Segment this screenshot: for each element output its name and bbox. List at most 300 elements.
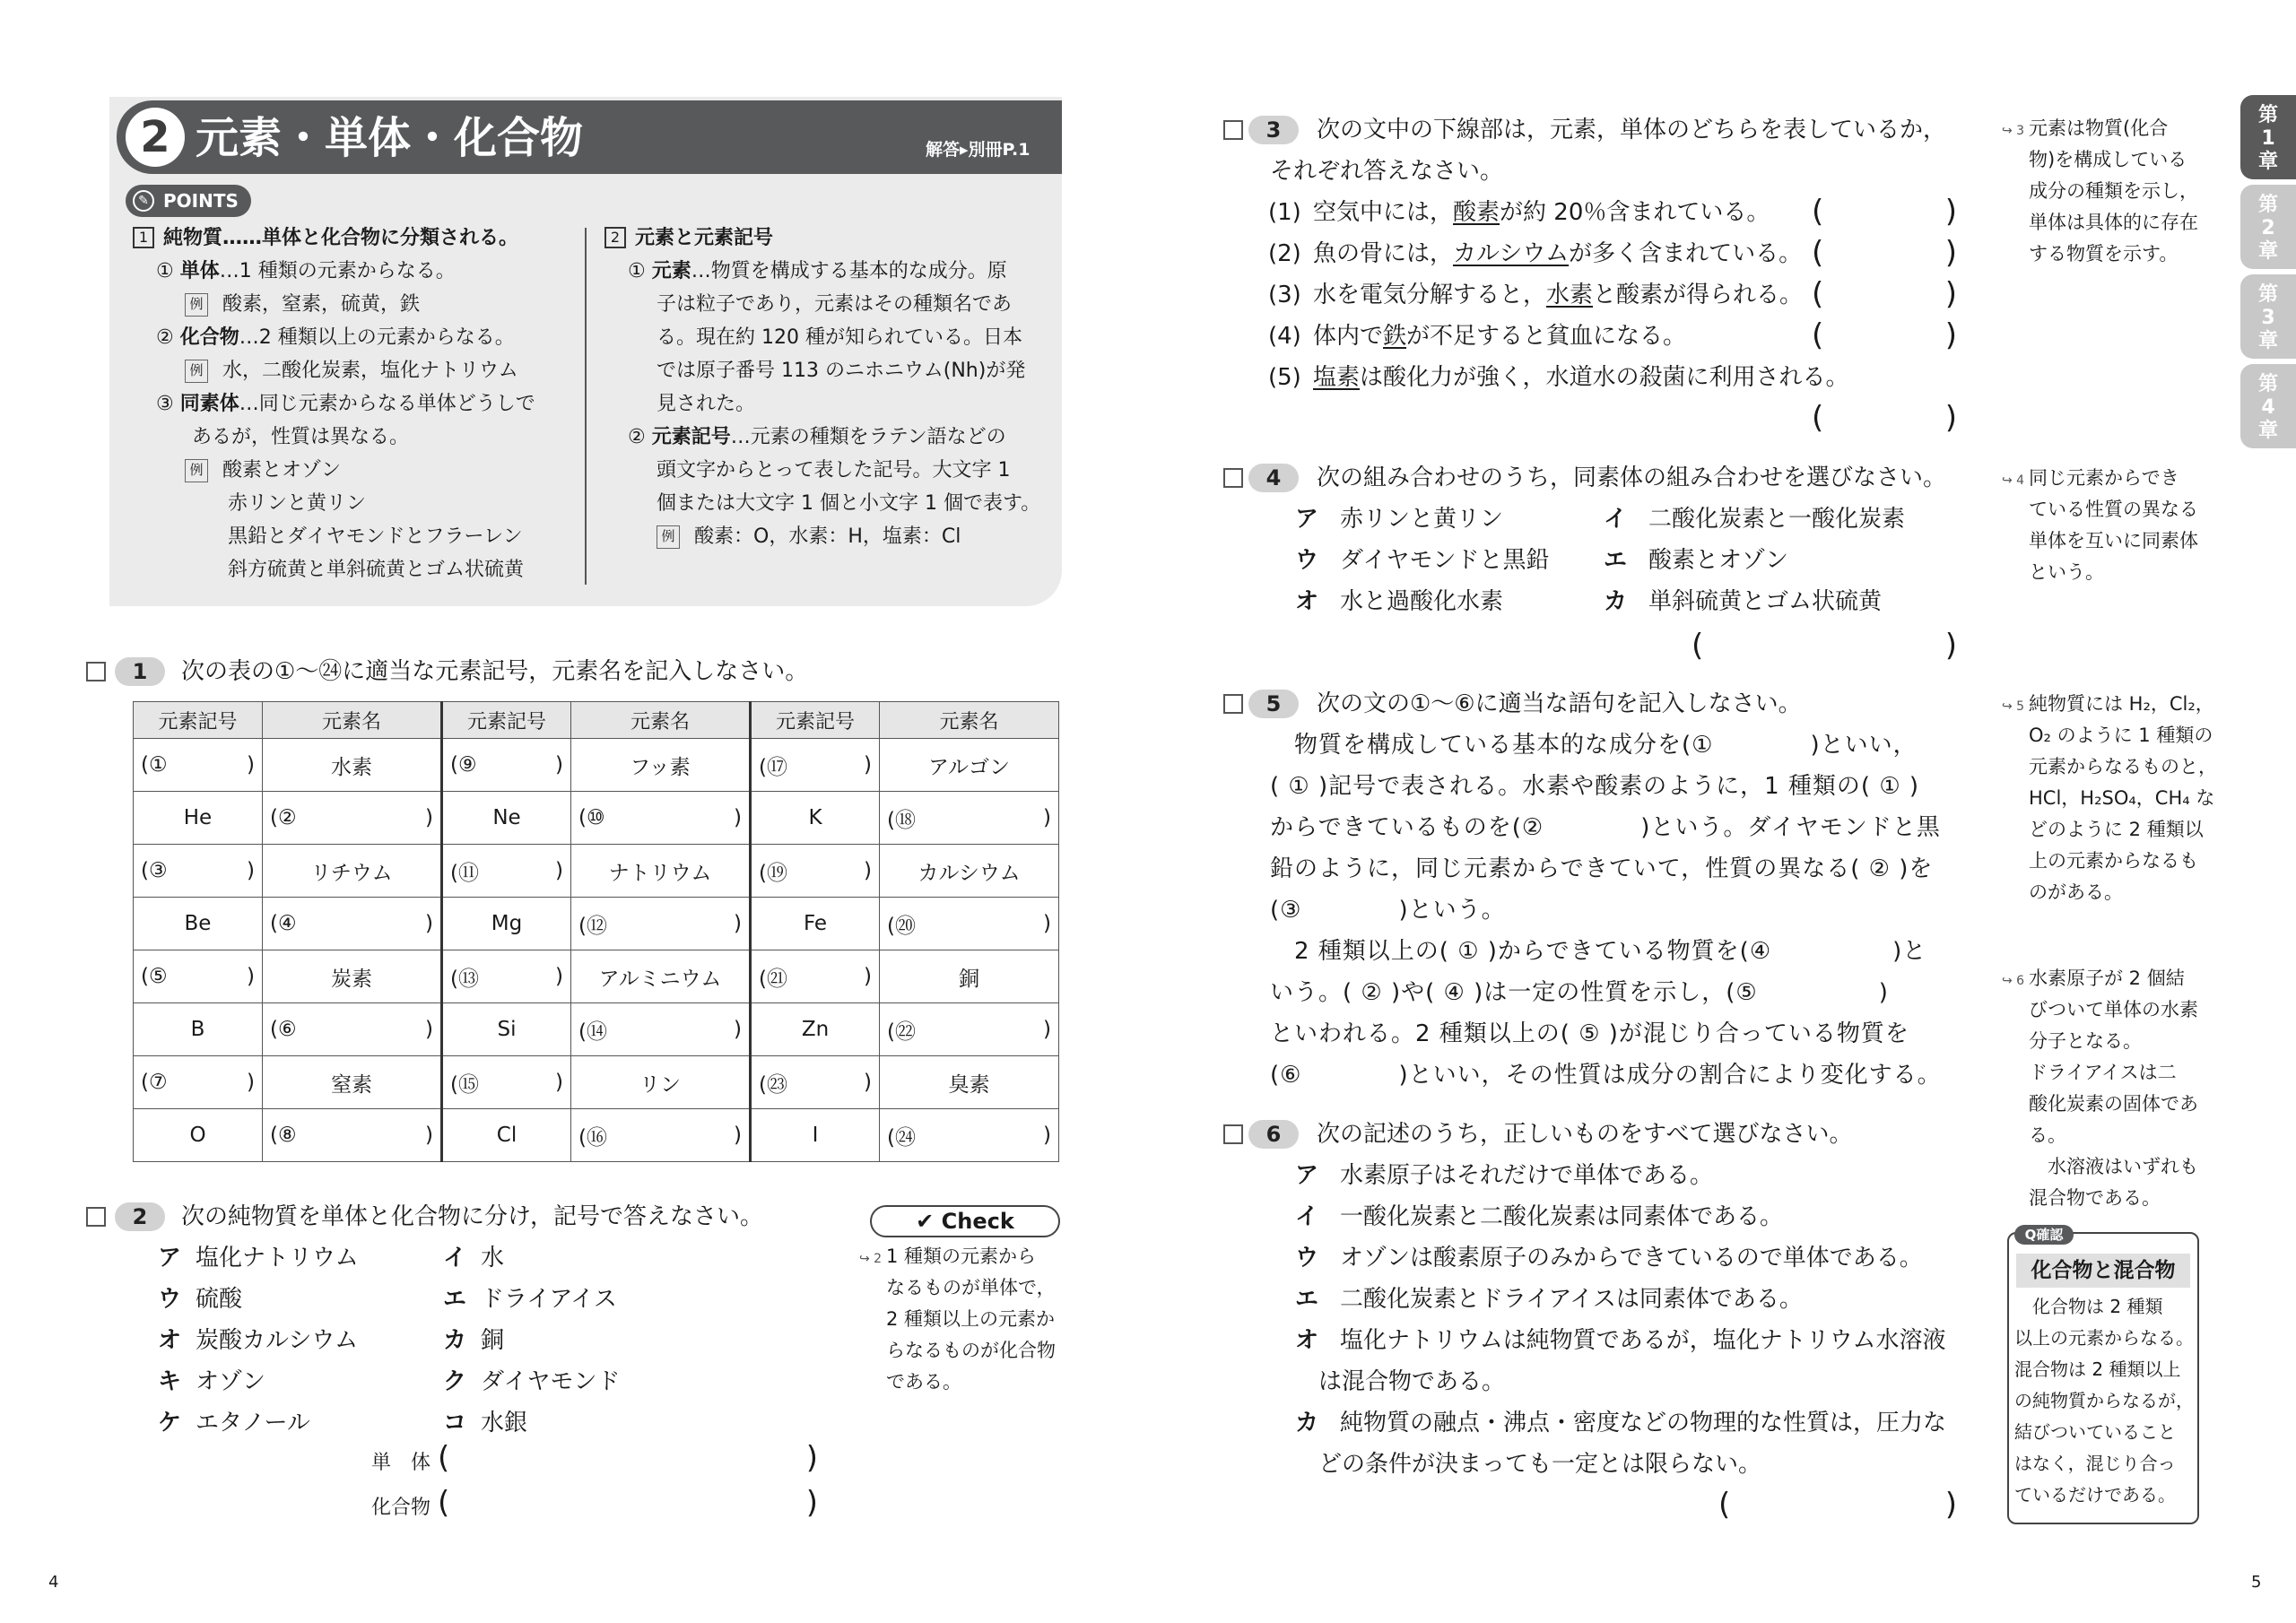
confirm-title: 化合物と混合物 [2016, 1254, 2190, 1288]
q2-answer-element[interactable]: ( ) [438, 1440, 818, 1476]
points-left-text: 酸素とオゾン [222, 459, 342, 482]
points-right-line [628, 256, 1007, 288]
q2-option-letter: ア [158, 1245, 182, 1271]
q2-note-text: 2 種類以上の元素か [886, 1308, 1056, 1330]
q4-note-text: という。 [2029, 561, 2104, 583]
table-answer-cell[interactable] [263, 1109, 442, 1162]
table-answer-cell[interactable] [571, 898, 751, 950]
table-cell: アルミニウム [571, 950, 751, 1003]
q5-number: 5 [1248, 690, 1299, 718]
answer-reference: 解答▸別冊P.1 [926, 140, 1031, 160]
answer-blank[interactable] [759, 962, 872, 992]
answer-blank-label: (⑧ [270, 1124, 297, 1147]
q2-note-line [859, 1241, 1036, 1274]
q5-note-2-line [2002, 1026, 2142, 1056]
answer-blank-close: ) [247, 859, 255, 882]
table-answer-cell[interactable] [571, 1109, 751, 1162]
table-answer-cell[interactable] [880, 1003, 1059, 1056]
q2-option-letter: ク [443, 1368, 467, 1395]
paren-close: ) [1944, 194, 1957, 230]
q3-item-text: と酸素が得られる。 [1593, 282, 1804, 308]
points-right-text: 酸素：O，水素：H，塩素：Cl [694, 525, 961, 548]
q6-answer[interactable]: ( ) [1718, 1487, 1957, 1523]
answer-blank[interactable] [887, 803, 1051, 833]
q4-note-line [2002, 557, 2104, 587]
q4-option-text: 単斜硫黄とゴム状硫黄 [1648, 588, 1883, 615]
answer-blank[interactable] [759, 1068, 872, 1098]
q5-note-1-text: O₂ のように 1 種類の [2029, 725, 2213, 746]
answer-blank-label: (⑯ [578, 1125, 607, 1150]
q6-option-text: 塩化ナトリウムは純物質であるが，塩化ナトリウム水溶液 [1340, 1327, 1946, 1354]
chapter-tab-char: 第 [2257, 194, 2278, 216]
q5-line: 物質を構成している基本的な成分を(① )といい， [1270, 732, 1918, 759]
q5-note-2-line [2002, 1183, 2161, 1213]
q3-item [1268, 197, 1770, 228]
q3-item-number: (2) [1268, 240, 1301, 267]
table-row [134, 792, 1059, 845]
q3-note-line [2002, 144, 2187, 175]
element-table [133, 701, 1059, 1162]
q2-option-letter: コ [443, 1410, 467, 1436]
q3-item-text: は酸化力が強く，水道水の殺菌に利用される。 [1360, 364, 1849, 391]
q2-option-text: ダイヤモンド [481, 1368, 621, 1395]
q5-note-2-line [2002, 1120, 2066, 1150]
q5-line: 2 種類以上の( ① )からできている物質を(④ )と [1270, 938, 1927, 965]
confirm-line: の純物質からなるが， [2014, 1390, 2194, 1411]
answer-blank-label: (㉔ [887, 1125, 916, 1150]
answer-blank[interactable] [450, 856, 563, 886]
points-right-text: …物質を構成する基本的な成分。原 [691, 260, 1007, 282]
q5-note-1-line [2002, 846, 2198, 876]
page-number-right: 5 [2251, 1573, 2262, 1592]
answer-blank-close: ) [555, 965, 563, 988]
points-right-text: …元素の種類をラテン語などの [730, 426, 1006, 448]
points-left-text: 黒鉛とダイヤモンドとフラーレン [228, 525, 523, 548]
paren-open: ( [1812, 400, 1824, 436]
table-answer-cell[interactable] [134, 1056, 263, 1109]
q6-option-text: オゾンは酸素原子のみからできているので単体である。 [1340, 1245, 1923, 1271]
points-right-line [657, 322, 1022, 354]
table-cell: K [751, 792, 880, 845]
q2-option [443, 1408, 527, 1438]
q4-option-letter: カ [1604, 588, 1628, 615]
table-row [134, 898, 1059, 950]
answer-blank-close: ) [734, 806, 742, 829]
answer-blank[interactable] [887, 909, 1051, 939]
points-left-text: …2 種類以上の元素からなる。 [239, 326, 515, 349]
table-row [134, 1003, 1059, 1056]
q5-note-1-text: HCl，H₂SO₄，CH₄ な [2029, 787, 2215, 809]
q2-option-text: エタノール [196, 1410, 310, 1436]
q2-option-text: 銅 [481, 1327, 505, 1354]
q6-option [1295, 1243, 1923, 1273]
confirm-tag: Q確認 [2014, 1225, 2074, 1245]
q3-note-arrow-icon: ↪ 3 [2002, 124, 2025, 138]
q2-option [443, 1367, 620, 1397]
chapter-tab-char: 章 [2257, 330, 2278, 352]
q3-prompt-line1: 次の文中の下線部は，元素，単体のどちらを表しているか， [1317, 117, 1947, 143]
answer-blank-label: (⑬ [450, 967, 479, 991]
answer-blank[interactable] [450, 753, 563, 777]
table-cell: リン [571, 1056, 751, 1109]
table-answer-cell[interactable] [571, 792, 751, 845]
q4-option [1295, 586, 1503, 617]
answer-blank-close: ) [1043, 912, 1051, 935]
q5-note-1-text: どのように 2 種類以 [2029, 819, 2204, 840]
answer-blank-label: (⑪ [450, 861, 479, 885]
confirm-line: ているだけである。 [2014, 1484, 2176, 1506]
table-cell: 窒素 [263, 1056, 442, 1109]
q2-option-text: オゾン [196, 1368, 266, 1395]
q5-checkbox[interactable] [1223, 694, 1243, 714]
points-right-term: 元素記号 [651, 426, 731, 448]
answer-blank-label: (㉒ [887, 1020, 916, 1044]
q4-option-letter: ア [1295, 506, 1319, 533]
table-answer-cell[interactable] [263, 898, 442, 950]
table-answer-cell[interactable] [751, 950, 880, 1003]
answer-blank-close: ) [1043, 806, 1051, 829]
chapter-tab-2[interactable] [2240, 185, 2296, 269]
table-cell: Zn [751, 1003, 880, 1056]
confirm-line: 混合物は 2 種類以上 [2014, 1358, 2181, 1380]
q5-line: (⑥ )といい，その性質は成分の割合により変化する。 [1270, 1062, 1942, 1089]
check-label: ✔ Check [870, 1205, 1060, 1237]
q5-note-1-line [2002, 814, 2204, 845]
q4-option-text: ダイヤモンドと黒鉛 [1340, 547, 1550, 574]
q2-option-letter: キ [158, 1368, 182, 1395]
answer-blank-label: (① [141, 753, 168, 777]
q6-option-letter: イ [1295, 1203, 1319, 1230]
q4-note-line [2002, 525, 2198, 556]
points-right-line [604, 222, 773, 255]
q2-option-text: 硫酸 [196, 1286, 243, 1313]
confirm-line: はなく，混じり合っ [2014, 1453, 2176, 1474]
table-cell: I [751, 1109, 880, 1162]
q5-note-2-arrow-icon: ↪ 6 [2002, 974, 2025, 988]
answer-blank[interactable] [270, 806, 433, 829]
table-answer-cell[interactable] [442, 950, 571, 1003]
points-left-line [228, 554, 524, 586]
answer-blank[interactable] [759, 856, 872, 886]
q3-answer[interactable] [1812, 317, 1957, 353]
chapter-tab-1[interactable] [2240, 95, 2296, 179]
points-left-item-number: ① [156, 260, 180, 282]
answer-blank[interactable] [270, 1124, 433, 1147]
chapter-tab-char: 章 [2257, 420, 2278, 442]
points-left-item-number: ② [156, 326, 180, 349]
answer-blank-close: ) [247, 753, 255, 777]
table-cell: Be [134, 898, 263, 950]
points-left-text: 赤リンと黄リン [228, 492, 367, 515]
confirm-line: 化合物は 2 種類 [2014, 1296, 2163, 1317]
q4-note-text: 同じ元素からでき [2029, 467, 2179, 489]
chapter-tab-char: 3 [2261, 307, 2275, 329]
q5-note-1-line [2002, 689, 2214, 722]
q3-item-text: が多く含まれている。 [1569, 240, 1803, 267]
q6-option [1295, 1325, 1945, 1356]
q4-note-arrow-icon: ↪ 4 [2002, 473, 2025, 488]
points-left-text: …同じ元素からなる単体どうしで [239, 393, 535, 415]
q2-option-text: 水銀 [481, 1410, 528, 1436]
q3-item [1268, 280, 1803, 310]
answer-blank-close: ) [555, 1071, 563, 1094]
q6-option [1295, 1202, 1783, 1232]
q4-option [1604, 545, 1788, 576]
points-left-line [156, 388, 535, 421]
points-left-example-mark: 例 [185, 459, 208, 482]
q2-answer-label-element: 単 体 [371, 1452, 431, 1474]
check-icon: ✔ [916, 1209, 935, 1234]
answer-blank[interactable] [270, 912, 433, 935]
points-left-line [156, 322, 515, 354]
q5-note-2-text: 水素原子が 2 個結 [2029, 968, 2185, 989]
answer-blank-label: (⑮ [450, 1072, 479, 1097]
q3-answer[interactable] [1812, 235, 1957, 271]
table-cell: アルゴン [880, 739, 1059, 792]
answer-blank-label: (⑨ [450, 753, 477, 777]
q6-option [1318, 1449, 1761, 1480]
q6-checkbox[interactable] [1223, 1124, 1243, 1144]
points-left-example-mark: 例 [185, 360, 208, 383]
q3-checkbox[interactable] [1223, 120, 1243, 140]
answer-blank[interactable] [450, 1068, 563, 1098]
q4-answer[interactable]: ( ) [1692, 628, 1957, 664]
q3-item-number: (4) [1268, 323, 1301, 350]
answer-blank[interactable] [270, 1018, 433, 1041]
q3-number: 3 [1248, 116, 1299, 144]
points-right-line [657, 289, 1012, 321]
answer-blank[interactable] [578, 806, 742, 829]
answer-blank-close: ) [555, 753, 563, 777]
q3-item-number: (3) [1268, 282, 1301, 308]
q4-number: 4 [1248, 464, 1299, 492]
chapter-tab-char: 1 [2261, 127, 2275, 150]
q3-item [1268, 321, 1686, 352]
answer-blank[interactable] [141, 859, 255, 882]
points-right-line [657, 488, 1040, 520]
q4-option-text: 二酸化炭素と一酸化炭素 [1648, 506, 1906, 533]
q4-option [1295, 545, 1549, 576]
table-answer-cell[interactable] [134, 739, 263, 792]
table-answer-cell[interactable] [442, 845, 571, 898]
points-left-text: …1 種類の元素からなる。 [219, 260, 456, 282]
table-cell: Si [442, 1003, 571, 1056]
q1-checkbox[interactable] [86, 662, 106, 681]
q6-option-text: どの条件が決まっても一定とは限らない。 [1318, 1451, 1762, 1478]
answer-blank[interactable] [578, 909, 742, 939]
answer-blank[interactable] [578, 1121, 742, 1150]
q3-underlined-term: 酸素 [1453, 199, 1500, 226]
table-row [134, 1109, 1059, 1162]
table-answer-cell[interactable] [263, 1003, 442, 1056]
table-cell: リチウム [263, 845, 442, 898]
section-title: 元素・単体・化合物 [196, 113, 584, 163]
chapter-tab-char: 章 [2257, 240, 2278, 263]
q3-item-number: (1) [1268, 199, 1301, 226]
q4-note-line [2002, 463, 2179, 496]
q5-note-1-line [2002, 877, 2123, 907]
q3-item-text: 体内で [1313, 323, 1384, 350]
paren-close: ) [1944, 400, 1957, 436]
q6-option-letter: ウ [1295, 1245, 1319, 1271]
answer-blank-label: (⑩ [578, 806, 605, 829]
q4-checkbox[interactable] [1223, 468, 1243, 488]
answer-blank-label: (⑰ [759, 755, 787, 779]
q2-option [158, 1325, 358, 1356]
table-row [134, 950, 1059, 1003]
points-right-text: 頭文字からとって表した記号。大文字 1 [657, 459, 1011, 482]
answer-blank-label: (⑥ [270, 1018, 297, 1041]
points-left-line [156, 256, 456, 288]
q4-option [1604, 504, 1905, 534]
q4-option-letter: エ [1604, 547, 1628, 574]
confirm-line: 結びついていること [2014, 1421, 2176, 1443]
answer-blank[interactable] [578, 1015, 742, 1045]
q3-note-text: する物質を示す。 [2029, 243, 2179, 265]
q4-option [1604, 586, 1882, 617]
table-cell: Fe [751, 898, 880, 950]
q2-answer-label-compound: 化合物 [371, 1497, 431, 1519]
q3-underlined-term: カルシウム [1453, 240, 1570, 267]
table-answer-cell[interactable] [442, 739, 571, 792]
points-left-text: 水，二酸化炭素，塩化ナトリウム [222, 360, 518, 382]
answer-blank[interactable] [141, 1071, 255, 1094]
table-header: 元素記号 [134, 702, 263, 739]
q4-note-text: ている性質の異なる [2029, 499, 2198, 520]
q2-note-line [859, 1367, 961, 1397]
points-left-line [192, 421, 409, 454]
points-left-line [228, 521, 523, 553]
q2-option [158, 1243, 359, 1273]
points-right-text: 見された。 [657, 393, 756, 415]
table-cell: He [134, 792, 263, 845]
table-answer-cell[interactable] [571, 1003, 751, 1056]
table-answer-cell[interactable] [751, 739, 880, 792]
q2-option-letter: イ [443, 1245, 467, 1271]
q2-note-text: らなるものが化合物 [886, 1340, 1056, 1361]
paren-open: ( [1812, 194, 1824, 230]
q6-option [1295, 1284, 1803, 1315]
page-number-left: 4 [48, 1573, 59, 1592]
q3-note-line [2002, 239, 2178, 269]
q2-note-text: である。 [886, 1371, 961, 1393]
table-answer-cell[interactable] [880, 1109, 1059, 1162]
q3-item-text: 水を電気分解すると， [1313, 282, 1547, 308]
table-header: 元素名 [571, 702, 751, 739]
q2-prompt: 次の純物質を単体と化合物に分け，記号で答えなさい。 [181, 1203, 763, 1230]
answer-blank-close: ) [864, 965, 872, 988]
table-answer-cell[interactable] [134, 845, 263, 898]
points-divider [585, 228, 587, 585]
answer-blank[interactable] [887, 1121, 1051, 1150]
table-answer-cell[interactable] [751, 845, 880, 898]
q2-note-text: なるものが単体で， [886, 1277, 1056, 1298]
q2-option-text: 水 [481, 1245, 505, 1271]
chapter-tab-char: 第 [2257, 104, 2278, 126]
q3-answer[interactable] [1812, 400, 1957, 436]
q5-note-1-arrow-icon: ↪ 5 [2002, 699, 2025, 714]
q5-note-2-text: 混合物である。 [2029, 1187, 2161, 1209]
paren-open: ( [1812, 235, 1824, 271]
answer-blank[interactable] [141, 753, 255, 777]
q6-option-text: は混合物である。 [1318, 1368, 1506, 1395]
q6-option-letter: エ [1295, 1286, 1319, 1313]
q3-answer[interactable] [1812, 194, 1957, 230]
answer-blank-label: (㉑ [759, 967, 787, 991]
q2-checkbox[interactable] [86, 1207, 106, 1227]
q5-note-2-line [2002, 1057, 2177, 1088]
q5-note-1-line [2002, 783, 2214, 813]
q3-item-text: が約 20％含まれている。 [1500, 199, 1770, 226]
q5-note-1-text: のがある。 [2029, 881, 2123, 903]
q5-note-1-text: 純物質には H₂，Cl₂， [2029, 693, 2214, 715]
q2-option-text: 炭酸カルシウム [196, 1327, 359, 1354]
q2-option-text: ドライアイス [481, 1286, 617, 1313]
points-left-item-number: ③ [156, 393, 180, 415]
q1-prompt: 次の表の①～㉔に適当な元素記号，元素名を記入しなさい。 [181, 658, 809, 685]
q5-note-2-text: びついて単体の水素 [2029, 999, 2198, 1020]
q5-line: (③ )という。 [1270, 897, 1506, 924]
points-right-text: る。現在約 120 種が知られている。日本 [657, 326, 1022, 349]
table-cell: 銅 [880, 950, 1059, 1003]
answer-blank[interactable] [759, 751, 872, 780]
table-answer-cell[interactable] [751, 1056, 880, 1109]
chapter-tab-4[interactable] [2240, 364, 2296, 448]
answer-blank[interactable] [141, 965, 255, 988]
table-answer-cell[interactable] [134, 950, 263, 1003]
q2-option [158, 1408, 310, 1438]
answer-blank[interactable] [887, 1015, 1051, 1045]
q3-item-text: 空気中には， [1313, 199, 1454, 226]
q2-answer-compound[interactable]: ( ) [438, 1485, 818, 1521]
q4-option-letter: イ [1604, 506, 1628, 533]
table-header: 元素名 [263, 702, 442, 739]
table-cell: フッ素 [571, 739, 751, 792]
answer-blank-label: (⑦ [141, 1071, 168, 1094]
q3-underlined-term: 鉄 [1383, 323, 1407, 350]
chapter-tab-3[interactable] [2240, 274, 2296, 359]
q4-option-text: 酸素とオゾン [1648, 547, 1789, 574]
answer-blank-label: (② [270, 806, 297, 829]
points-right-line [657, 355, 1025, 387]
q5-note-2-text: ドライアイスは二 [2029, 1062, 2177, 1083]
answer-blank-close: ) [425, 1018, 433, 1041]
answer-blank-label: (④ [270, 912, 297, 935]
table-cell: B [134, 1003, 263, 1056]
points-label: ✎ POINTS [126, 185, 251, 217]
q3-answer[interactable] [1812, 276, 1957, 312]
q6-option-text: 一酸化炭素と二酸化炭素は同素体である。 [1340, 1203, 1784, 1230]
points-left-text: あるが，性質は異なる。 [192, 426, 410, 448]
table-answer-cell[interactable] [880, 898, 1059, 950]
table-row [134, 845, 1059, 898]
table-answer-cell[interactable] [442, 1056, 571, 1109]
section-number: 2 [126, 108, 185, 167]
table-answer-cell[interactable] [880, 792, 1059, 845]
answer-blank-close: ) [555, 859, 563, 882]
q2-option-letter: ウ [158, 1286, 182, 1313]
table-answer-cell[interactable] [263, 792, 442, 845]
points-right-text: 子は粒子であり，元素はその種類名であ [657, 293, 1013, 316]
table-cell: 臭素 [880, 1056, 1059, 1109]
answer-blank[interactable] [450, 962, 563, 992]
q6-option [1318, 1367, 1505, 1397]
points-left-text: 酸素，窒素，硫黄，鉄 [222, 293, 421, 316]
table-row [134, 739, 1059, 792]
q5-note-2-line [2002, 1151, 2198, 1182]
q2-option-letter: オ [158, 1327, 182, 1354]
points-left-line [133, 222, 518, 255]
